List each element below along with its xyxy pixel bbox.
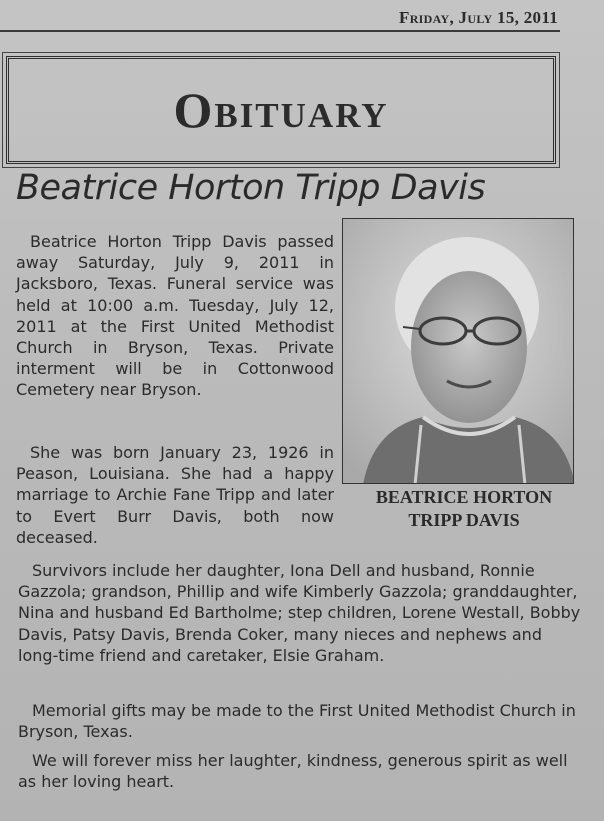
obituary-paragraph: Memorial gifts may be made to the First United Methodist Church in Bryson, Texas. — [18, 701, 576, 742]
dateline: Friday, July 15, 2011 — [399, 8, 558, 27]
photo-caption — [344, 486, 584, 532]
portrait-image — [343, 219, 574, 484]
photo-caption-line2: TRIPP DAVIS — [408, 510, 520, 530]
section-banner — [6, 56, 556, 164]
section-title: Obituary — [173, 82, 389, 138]
obituary-paragraph: We will forever miss her laughter, kindness, generous spirit as well as her loving heart. — [18, 751, 568, 792]
obituary-paragraph: Survivors include her daughter, Iona Dell and husband, Ronnie Gazzola; grandson, Phillip and wife Kimberly Gazzola; granddaughter, Nina and husband Ed Bartholme; step children, Lorene Westall, Bobby Davis, Patsy Davis, Brenda Coker, many nieces and nephews and long-time friend and caretaker, Elsie Graham. — [18, 561, 581, 665]
obituary-name: Beatrice Horton Tripp Davis — [16, 168, 486, 208]
obituary-paragraph: She was born January 23, 1926 in Peason, Louisiana. She had a happy marriage to Archie Fane Tripp and later to Evert Burr Davis, both now deceased. — [16, 443, 334, 547]
photo-caption-line1: BEATRICE HORTON — [375, 487, 553, 507]
obituary-paragraph: Beatrice Horton Tripp Davis passed away Saturday, July 9, 2011 in Jacksboro, Texas. Funeral service was held at 10:00 a.m. Tuesday, July 12, 2011 at the First United Methodist Church in Bryson, Texas. Private interment will be in Cottonwood Cemetery near Bryson. — [16, 232, 334, 400]
obituary-photo — [342, 218, 574, 484]
top-rule — [0, 30, 560, 32]
